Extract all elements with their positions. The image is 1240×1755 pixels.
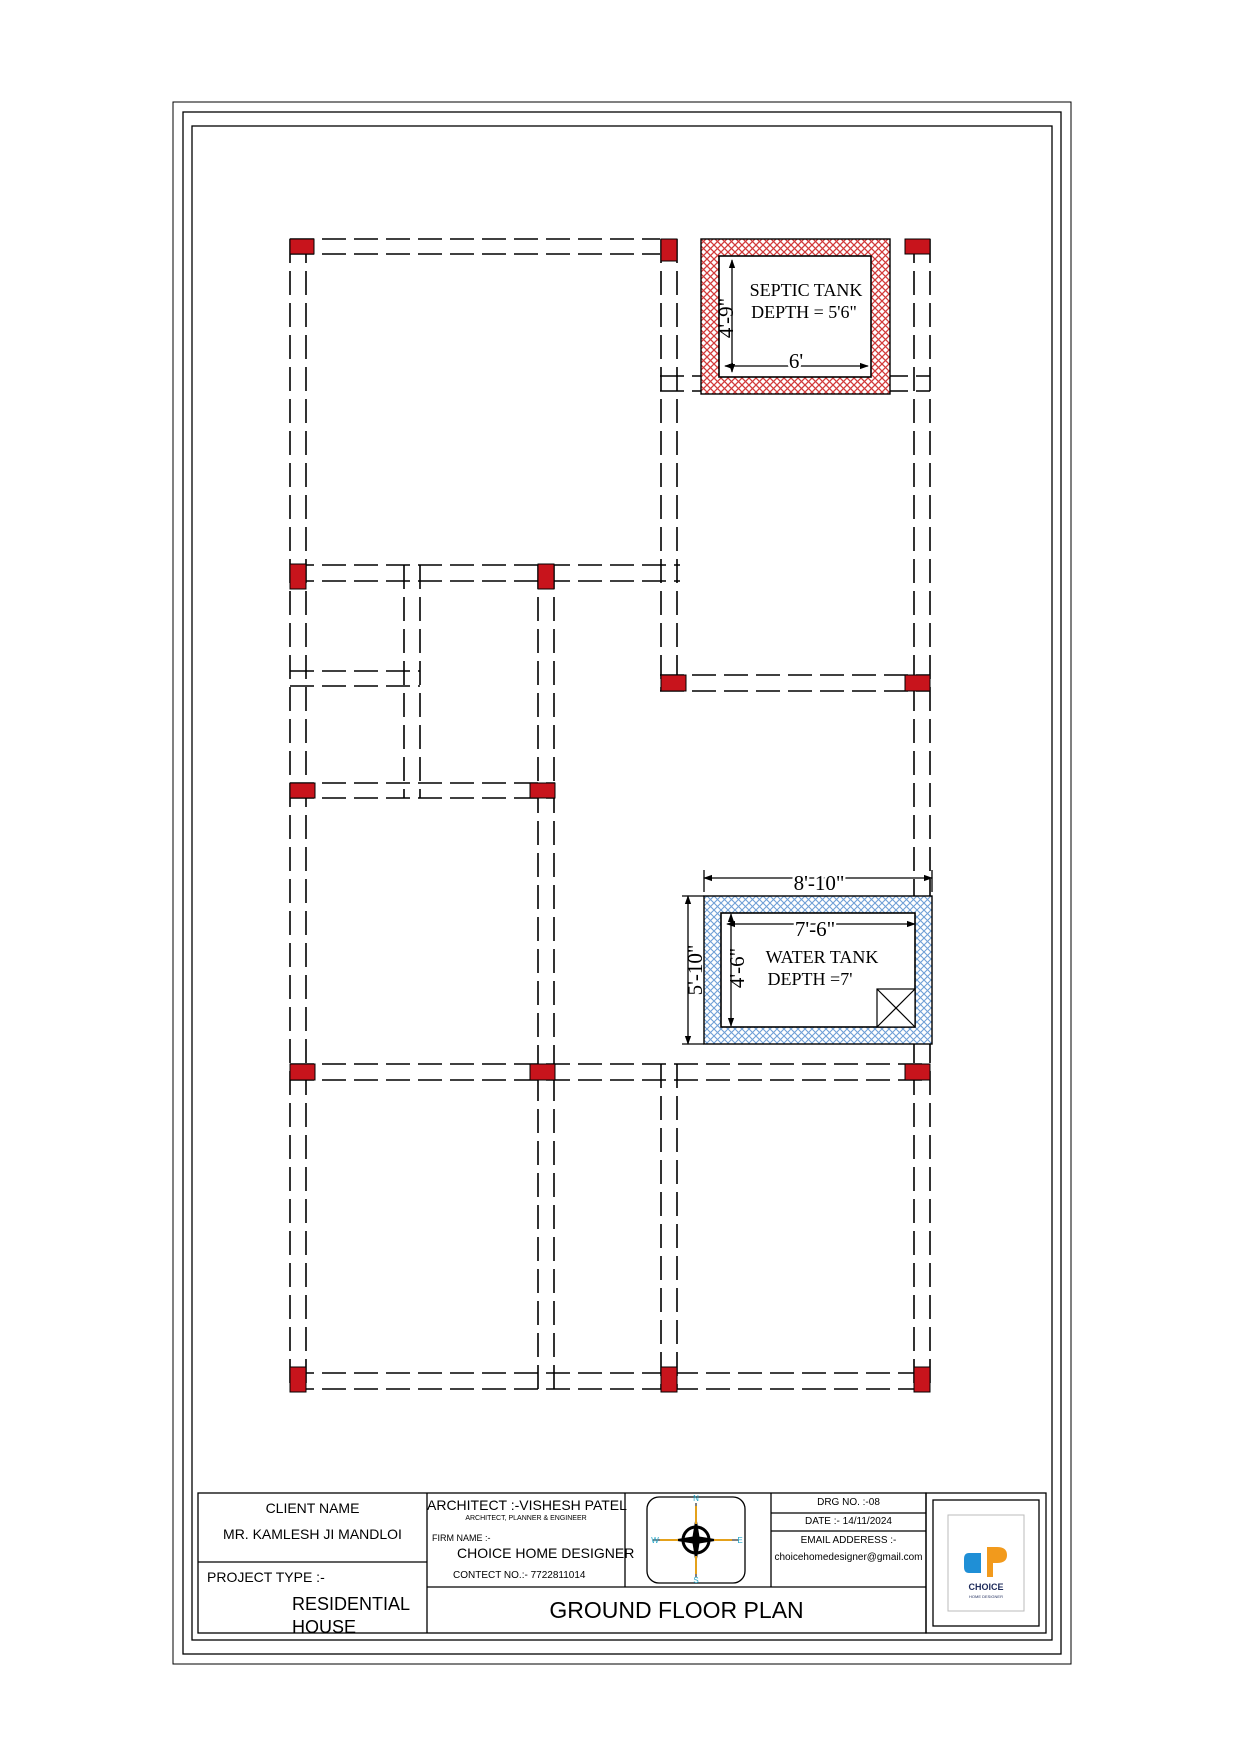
drawing-date: DATE :- 14/11/2024 <box>805 1516 892 1527</box>
drawing-title: GROUND FLOOR PLAN <box>549 1597 804 1623</box>
sheet-border <box>173 102 1071 1664</box>
logo-subtext: HOME DESIGNER <box>968 1594 1004 1599</box>
logo-text: CHOICE <box>968 1582 1004 1592</box>
water-tank-depth: DEPTH =7' <box>767 969 853 989</box>
septic-tank-label: SEPTIC TANK <box>749 280 863 300</box>
compass-east-letter: E <box>737 1536 743 1545</box>
water-tank-label: WATER TANK <box>765 947 879 967</box>
column <box>914 1367 930 1392</box>
company-logo <box>948 1515 1024 1611</box>
compass-north-letter: N <box>693 1494 699 1503</box>
column <box>538 564 554 589</box>
septic-width-dim: 6' <box>788 349 804 373</box>
column <box>530 1064 555 1080</box>
compass-south-letter: S <box>693 1576 699 1585</box>
project-type-line1: RESIDENTIAL <box>292 1594 411 1614</box>
firm-name-label: FIRM NAME :- <box>432 1533 491 1543</box>
project-type-line2: HOUSE <box>292 1617 357 1637</box>
water-outer-width-dim: 8'-10" <box>793 871 845 895</box>
column <box>290 564 306 589</box>
septic-length-dim: 4'-9" <box>714 297 738 339</box>
email-address: choicehomedesigner@gmail.com <box>774 1552 923 1563</box>
water-outer-length-dim: 5'-10" <box>683 944 707 996</box>
client-name: MR. KAMLESH JI MANDLOI <box>223 1526 402 1542</box>
compass-west-letter: W <box>651 1536 659 1545</box>
column <box>290 783 315 798</box>
columns <box>290 239 930 1392</box>
column <box>905 675 930 691</box>
column <box>661 239 677 261</box>
client-name-label: CLIENT NAME <box>265 1500 360 1516</box>
architect-subtitle: ARCHITECT, PLANNER & ENGINEER <box>465 1515 587 1522</box>
project-type-label: PROJECT TYPE :- <box>207 1569 325 1585</box>
column <box>661 675 686 691</box>
north-arrow-compass <box>647 1494 745 1585</box>
column <box>290 1367 306 1392</box>
column <box>905 1064 930 1080</box>
column <box>290 1064 315 1080</box>
column <box>905 239 930 254</box>
drawing-number: DRG NO. :-08 <box>817 1497 880 1508</box>
architect-name: ARCHITECT :-VISHESH PATEL <box>427 1497 627 1513</box>
water-inner-length-dim: 4'-6" <box>725 947 749 989</box>
water-inner-width-dim: 7'-6" <box>794 917 836 941</box>
firm-name: CHOICE HOME DESIGNER <box>457 1545 635 1561</box>
column <box>290 239 314 254</box>
column <box>530 783 555 798</box>
plinth-beams <box>290 239 930 1389</box>
email-label: EMAIL ADDERESS :- <box>800 1535 897 1546</box>
contact-number: CONTECT NO.:- 7722811014 <box>453 1570 586 1581</box>
manhole-cover <box>877 989 915 1027</box>
column <box>661 1367 677 1392</box>
septic-tank-depth: DEPTH = 5'6" <box>751 302 857 322</box>
